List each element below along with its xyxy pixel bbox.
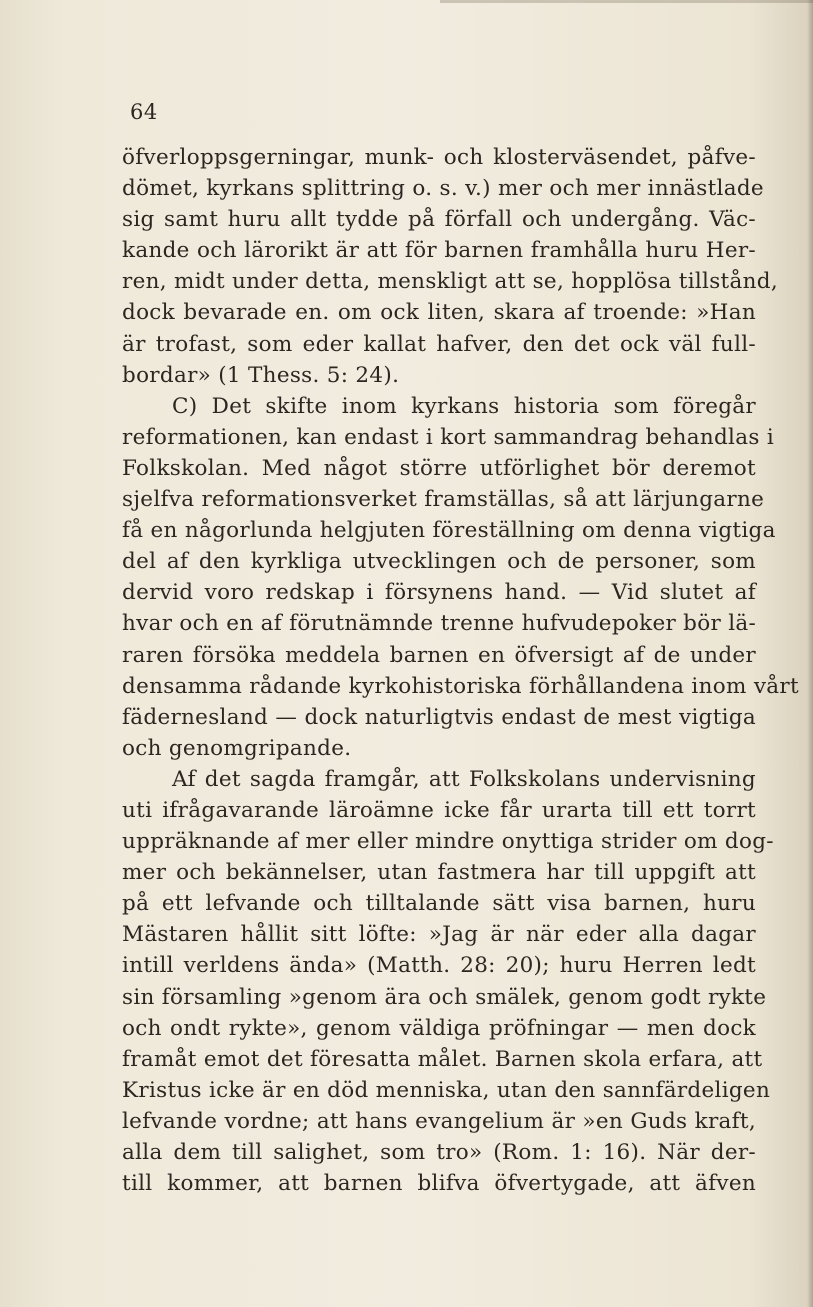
text-line: kande och lärorikt är att för barnen framhålla huru Her- — [122, 238, 756, 264]
text-line: Folkskolan. Med något större utförlighet bör deremot — [122, 455, 756, 481]
text-line: få en någorlunda helgjuten föreställning om denna vigtiga — [122, 518, 776, 544]
text-line: dervid voro redskap i försynens hand. — Vid slutet af — [122, 580, 756, 606]
text-line: dömet, kyrkans splittring o. s. v.) mer och mer innästlade — [122, 176, 764, 202]
text-line: uti ifrågavarande läroämne icke får urarta till ett torrt — [122, 797, 756, 823]
text-line: ren, midt under detta, menskligt att se, hopplösa tillstånd, — [122, 269, 778, 295]
text-line: densamma rådande kyrkohistoriska förhållandena inom vårt — [122, 673, 799, 699]
text-line: lefvande vordne; att hans evangelium är »en Guds kraft, — [122, 1108, 756, 1134]
text-line: reformationen, kan endast i kort sammandrag behandlas i — [122, 424, 774, 450]
text-line: är trofast, som eder kallat hafver, den det ock väl full- — [122, 331, 756, 357]
text-line: öfverloppsgerningar, munk- och klosterväsendet, påfve- — [122, 145, 756, 170]
text-line: sig samt huru allt tydde på förfall och undergång. Väc- — [122, 207, 756, 233]
text-line: sjelfva reformationsverket framställas, så att lärjungarne — [122, 487, 765, 513]
page-right-edge — [807, 0, 813, 1307]
page-number: 64 — [130, 100, 158, 124]
text-line: hvar och en af förutnämnde trenne hufvudepoker bör lä- — [122, 611, 757, 637]
body-text — [122, 142, 799, 1199]
text-line: Kristus icke är en död menniska, utan den sannfärdeligen — [122, 1077, 771, 1103]
text-line: och ondt rykte», genom väldiga pröfningar — men dock — [122, 1015, 756, 1041]
paragraph-start-line: Af det sagda framgår, att Folkskolans undervisning — [172, 766, 756, 792]
text-line: raren försöka meddela barnen en öfversigt af de under — [122, 642, 756, 668]
text-line: bordar» (1 Thess. 5: 24). — [122, 362, 400, 388]
text-line: alla dem till salighet, som tro» (Rom. 1: 16). När der- — [122, 1140, 756, 1165]
text-line: mer och bekännelser, utan fastmera har till uppgift att — [122, 860, 756, 886]
text-line: uppräknande af mer eller mindre onyttiga strider om dog- — [122, 829, 774, 855]
text-line: på ett lefvande och tilltalande sätt visa barnen, huru — [122, 891, 756, 917]
text-line: och genomgripande. — [122, 735, 352, 761]
page-top-edge — [440, 0, 813, 3]
text-line: intill verldens ända» (Matth. 28: 20); huru Herren ledt — [122, 953, 756, 979]
text-line: del af den kyrkliga utvecklingen och de personer, som — [122, 549, 756, 575]
text-line: dock bevarade en. om ock liten, skara af troende: »Han — [122, 300, 756, 326]
paragraph-start-line: C) Det skifte inom kyrkans historia som föregår — [172, 393, 756, 419]
text-line: framåt emot det föresatta målet. Barnen skola erfara, att — [122, 1046, 763, 1072]
text-line: sin församling »genom ära och smälek, genom godt rykte — [122, 984, 767, 1010]
text-line: fäderneslаnd — dock naturligtvis endast de mest vigtiga — [122, 704, 756, 730]
text-line: Mästaren hållit sitt löfte: »Jag är när eder alla dagar — [122, 922, 756, 948]
text-line: till kommer, att barnen blifva öfvertygade, att äfven — [122, 1171, 756, 1197]
